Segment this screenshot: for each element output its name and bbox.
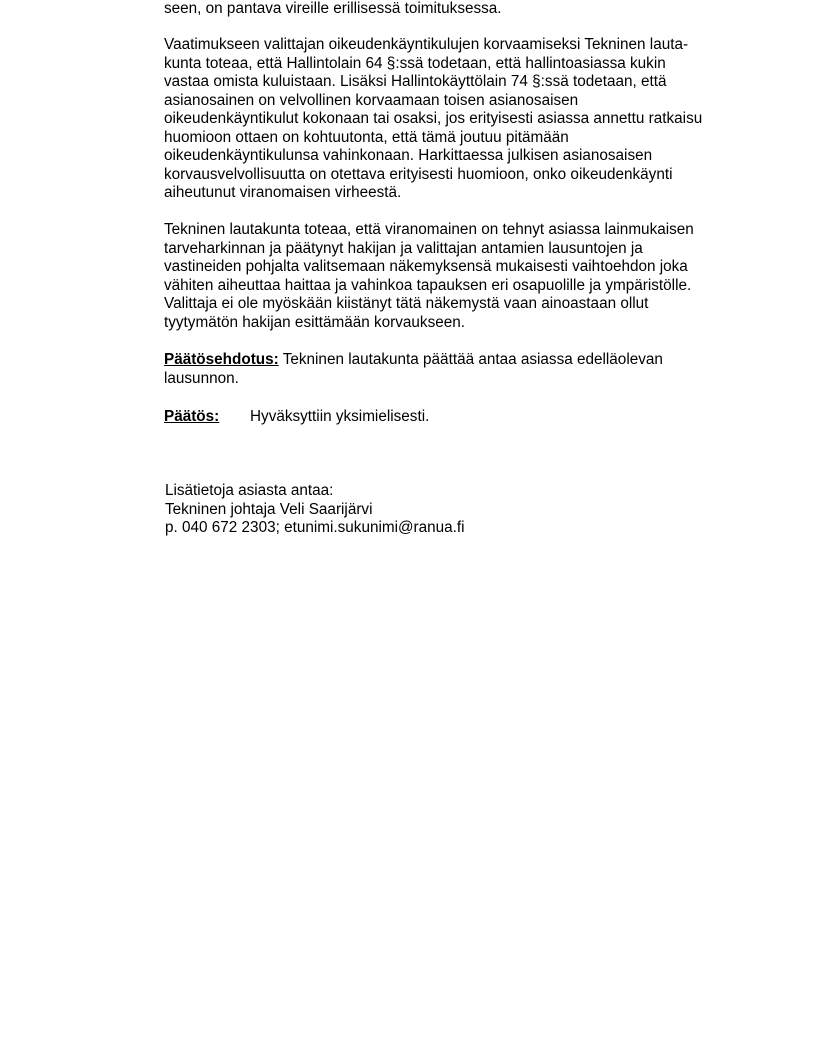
contact-info: [165, 482, 465, 538]
text-line: oikeudenkäyntikulunsa vahinkonaan. Harkittaessa julkisen asianosaisen: [164, 147, 653, 164]
text-line: huomioon ottaen on kohtuutonta, että tämä joutuu pitämään: [164, 128, 569, 146]
text-line: Vaatimukseen valittajan oikeudenkäyntikulujen korvaamiseksi Tekninen lauta-: [164, 36, 689, 53]
proposal-text-cont: lausunnon.: [164, 369, 239, 387]
paragraph-legal-costs: [164, 36, 702, 203]
text-line: oikeudenkäyntikulut kokonaan tai osaksi, jos erityisesti asiassa annettu ratkaisu: [164, 110, 703, 127]
text-line: Tekninen lautakunta toteaa, että viranomainen on tehnyt asiassa lainmukaisen: [164, 221, 694, 238]
text-line: vähiten aiheuttaa haittaa ja vahinkoa tapauksen eri osapuolille ja ympäristölle.: [164, 276, 692, 294]
text-line: vastineiden pohjalta valitsemaan näkemyksensä mukaisesti vaihtoehdon joka: [164, 258, 688, 275]
text-line: seen, on pantava vireille erillisessä toimituksessa.: [164, 0, 502, 17]
text-line: Valittaja ei ole myöskään kiistänyt tätä näkemystä vaan ainoastaan ollut: [164, 295, 649, 312]
decision-text: Hyväksyttiin yksimielisesti.: [250, 408, 430, 425]
contact-line: Tekninen johtaja Veli Saarijärvi: [165, 500, 373, 518]
decision-label: Päätös:: [164, 408, 220, 425]
contact-line: Lisätietoja asiasta antaa:: [165, 482, 334, 499]
text-line: tyytymätön hakijan esittämään korvaukseen.: [164, 313, 465, 331]
paragraph-board-statement: [164, 221, 694, 332]
text-line: tarveharkinnan ja päätynyt hakijan ja valittajan antamien lausuntojen ja: [164, 239, 643, 257]
proposal-text: Tekninen lautakunta päättää antaa asiassa edelläolevan: [278, 351, 663, 368]
text-line: vastaa omista kuluistaan. Lisäksi Hallintokäyttölain 74 §:ssä todetaan, että: [164, 73, 667, 90]
decision: [164, 408, 430, 427]
paragraph-continuation: [164, 0, 502, 19]
text-line: kunta toteaa, että Hallintolain 64 §:ssä todetaan, että hallintoasiassa kukin: [164, 54, 666, 72]
text-line: aiheutunut viranomaisen virheestä.: [164, 184, 402, 201]
contact-line: p. 040 672 2303; etunimi.sukunimi@ranua.fi: [165, 519, 465, 536]
proposal-label: Päätösehdotus:: [164, 351, 279, 368]
decision-proposal: [164, 351, 663, 388]
text-line: asianosainen on velvollinen korvaamaan toisen asianosaisen: [164, 91, 579, 109]
text-line: korvausvelvollisuutta on otettava erityisesti huomioon, onko oikeudenkäynti: [164, 165, 673, 183]
